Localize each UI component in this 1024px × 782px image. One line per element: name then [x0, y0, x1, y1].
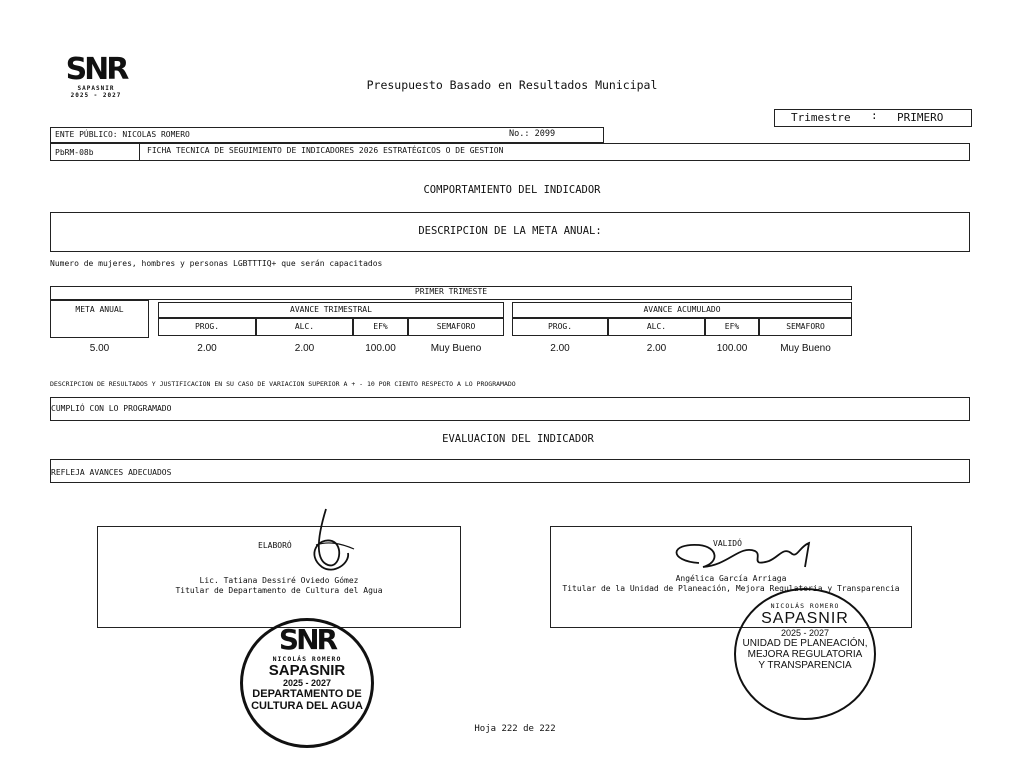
trim-prog-label: PROG.: [194, 322, 220, 331]
evaluacion-box: [50, 459, 970, 483]
stamp-right-years: 2025 - 2027: [780, 628, 830, 638]
trim-ef-header: [353, 318, 408, 336]
trim-ef-value: 100.00: [365, 343, 396, 354]
acum-semaforo-header: [759, 318, 852, 336]
acum-alc-header: [608, 318, 705, 336]
stamp-left-years: 2025 - 2027: [282, 678, 332, 688]
evaluacion-text: REFLEJA AVANCES ADECUADOS: [51, 468, 172, 477]
comportamiento-title: COMPORTAMIENTO DEL INDICADOR: [423, 184, 601, 196]
trim-prog-header: [158, 318, 256, 336]
acum-alc-value: 2.00: [646, 343, 667, 354]
trim-alc-value: 2.00: [294, 343, 315, 354]
trim-alc-header: [256, 318, 353, 336]
acum-semaforo-value: Muy Bueno: [780, 343, 831, 354]
ente-publico: ENTE PÚBLICO: NICOLAS ROMERO: [55, 130, 190, 139]
stamp-left-line2: CULTURA DEL AGUA: [251, 700, 363, 712]
period-header-label: PRIMER TRIMESTE: [414, 287, 488, 296]
stamp-left-logo: SNR: [278, 623, 336, 656]
valido-position: Titular de la Unidad de Planeación, Mejora Regulatoria y Transparencia: [562, 584, 900, 593]
document-title: Presupuesto Basado en Resultados Municipal: [366, 78, 658, 92]
meta-description: Numero de mujeres, hombres y personas LGBTTTIQ+ que serán capacitados: [50, 259, 383, 268]
evaluacion-title: EVALUACION DEL INDICADOR: [442, 433, 594, 445]
acum-prog-header: [512, 318, 608, 336]
ente-publico-box: [50, 127, 604, 143]
trimestre-value: PRIMERO: [897, 111, 944, 124]
descripcion-title: DESCRIPCION DE LA META ANUAL:: [418, 225, 602, 237]
stamp-right-top: NICOLÁS ROMERO: [770, 602, 840, 610]
trimestre-box: [774, 109, 972, 127]
stamp-right-line2: MEJORA REGULATORIA: [747, 649, 863, 660]
acum-semaforo-label: SEMAFORO: [786, 322, 825, 331]
trim-semaforo-header: [408, 318, 504, 336]
meta-anual-header: [50, 300, 149, 338]
ficha-text: FICHA TECNICA DE SEGUIMIENTO DE INDICADORES 2026 ESTRATÉGICOS O DE GESTION: [147, 146, 504, 155]
resultados-box: [50, 397, 970, 421]
avance-trimestral-header: [158, 302, 504, 318]
elaboro-signature: [288, 505, 368, 585]
stamp-left-org: SAPASNIR: [268, 662, 346, 679]
unidad-planeacion-stamp: [734, 588, 876, 720]
ficha-box: [50, 143, 970, 161]
trim-ef-label: EF%: [373, 322, 388, 331]
stamp-right-line3: Y TRANSPARENCIA: [758, 660, 852, 671]
valido-label: VALIDÓ: [713, 539, 742, 548]
avance-acumulado-label: AVANCE ACUMULADO: [643, 305, 721, 314]
stamp-left-town: NICOLÁS ROMERO: [272, 655, 342, 663]
acum-ef-header: [705, 318, 759, 336]
acum-alc-label: ALC.: [646, 322, 667, 331]
trimestre-label: Trimestre: [791, 111, 851, 124]
elaboro-name: Lic. Tatiana Dessiré Oviedo Gómez: [199, 576, 359, 585]
acum-prog-value: 2.00: [550, 343, 570, 354]
descripcion-box: [50, 212, 970, 252]
ente-number: No.: 2099: [509, 129, 556, 139]
avance-acumulado-header: [512, 302, 852, 318]
trim-semaforo-value: Muy Bueno: [430, 343, 482, 354]
logo-mark: SNR: [65, 52, 127, 87]
trim-prog-value: 2.00: [197, 343, 217, 354]
elaboro-label: ELABORÓ: [258, 541, 292, 550]
ficha-code: PbRM-08b: [55, 148, 94, 157]
period-header: [50, 286, 852, 300]
elaboro-position: Titular de Departamento de Cultura del Agua: [175, 586, 383, 595]
elaboro-signature-box: [97, 526, 461, 628]
acum-ef-label: EF%: [724, 322, 740, 331]
ficha-divider: [139, 144, 140, 160]
meta-anual-value: 5.00: [89, 343, 110, 354]
avance-trimestral-label: AVANCE TRIMESTRAL: [290, 305, 372, 314]
acum-prog-label: PROG.: [547, 322, 573, 331]
logo-subtitle: SAPASNIR: [77, 85, 115, 92]
resultados-text: CUMPLIÓ CON LO PROGRAMADO: [51, 404, 172, 413]
trimestre-separator: :: [871, 109, 878, 122]
page-number: Hoja 222 de 222: [474, 724, 556, 734]
trim-alc-label: ALC.: [294, 322, 315, 331]
trim-semaforo-label: SEMAFORO: [436, 322, 476, 331]
acum-ef-value: 100.00: [716, 343, 748, 354]
valido-signature: [659, 533, 829, 573]
logo-years: 2025 - 2027: [70, 92, 122, 99]
stamp-right-line1: UNIDAD DE PLANEACIÓN,: [742, 638, 868, 649]
meta-anual-header-label: META ANUAL: [75, 305, 124, 314]
stamp-left-line1: DEPARTAMENTO DE: [252, 688, 362, 700]
stamp-right-org: SAPASNIR: [761, 610, 849, 627]
valido-name: Angélica García Arriaga: [675, 574, 787, 583]
resultados-label: DESCRIPCION DE RESULTADOS Y JUSTIFICACION EN SU CASO DE VARIACION SUPERIOR A + - 10 POR CIENTO RESPECTO A LO PROGRAMADO: [50, 380, 516, 388]
